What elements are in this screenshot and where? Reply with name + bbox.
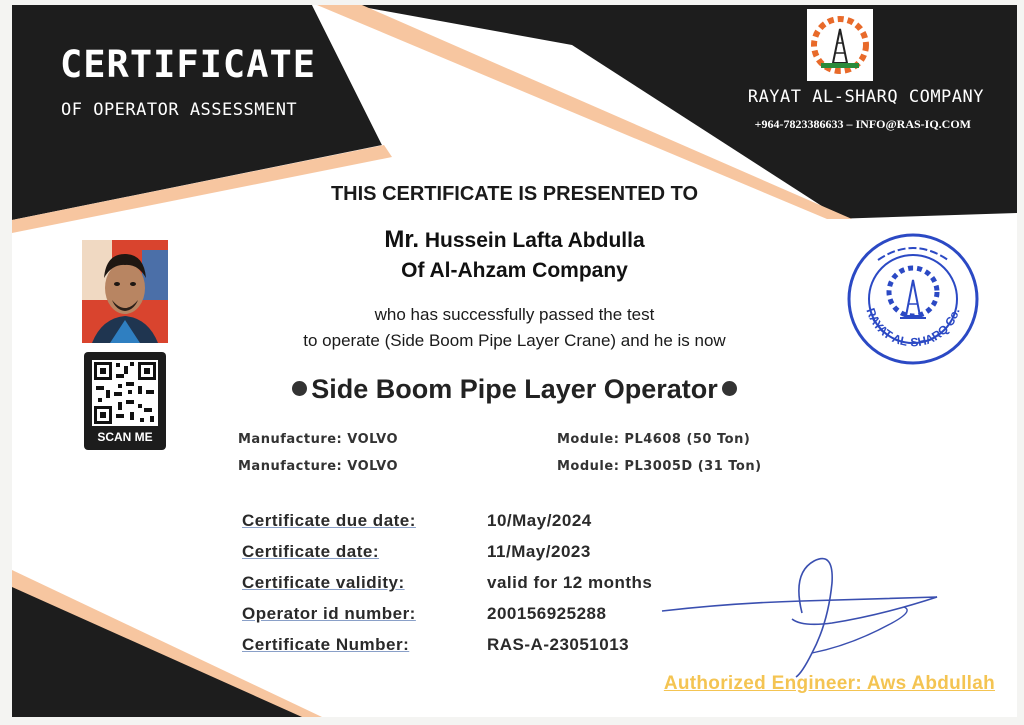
certificate-number-label: Certificate Number: (242, 635, 410, 654)
certificate-number-value: RAS-A-23051013 (487, 635, 630, 654)
presented-to-heading: THIS CERTIFICATE IS PRESENTED TO (330, 183, 699, 205)
bullet-left-icon (292, 381, 307, 396)
certificate-title: CERTIFICATE (60, 43, 317, 86)
description-line-1: who has successfully passed the test (374, 305, 655, 324)
description-line-2: to operate (Side Boom Pipe Layer Crane) and he is now (303, 331, 726, 350)
recipient-full-name: Hussein Lafta Abdulla (424, 229, 645, 252)
operator-photo (82, 240, 168, 343)
engineer-signature (652, 553, 952, 683)
certificate-date-label: Certificate date: (242, 542, 379, 561)
svg-text:RAYAT AL-SHARQ Co. (863, 306, 962, 349)
validity-value: valid for 12 months (487, 573, 653, 592)
validity-label: Certificate validity: (242, 573, 405, 592)
recipient-honorific: Mr. (384, 226, 420, 253)
manufacture-1: Manufacture: VOLVO (238, 432, 399, 447)
certificate-subtitle: OF OPERATOR ASSESSMENT (61, 100, 298, 120)
company-stamp (844, 230, 982, 368)
authorized-engineer: Authorized Engineer: Aws Abdullah (663, 673, 995, 694)
operator-id-value: 200156925288 (487, 604, 607, 623)
module-2: Module: PL3005D (31 Ton) (557, 459, 762, 474)
qr-code-badge[interactable] (84, 352, 166, 450)
recipient-company: Of Al-Ahzam Company (401, 259, 628, 282)
due-date-label: Certificate due date: (242, 511, 416, 530)
operator-role-text: Side Boom Pipe Layer Operator (311, 374, 718, 404)
company-contact: +964-7823386633 – INFO@RAS-IQ.COM (754, 117, 971, 131)
operator-id-label: Operator id number: (242, 604, 416, 623)
manufacture-2: Manufacture: VOLVO (238, 459, 399, 474)
company-name: RAYAT AL-SHARQ COMPANY (747, 87, 984, 107)
certificate-date-value: 11/May/2023 (487, 542, 591, 561)
qr-code-icon (92, 360, 158, 426)
module-1: Module: PL4608 (50 Ton) (557, 432, 751, 447)
scan-me-label: SCAN ME (97, 430, 153, 444)
company-logo (807, 9, 873, 81)
bullet-right-icon (722, 381, 737, 396)
certificate-page (12, 5, 1017, 717)
stamp-text: RAYAT AL-SHARQ Co. (863, 306, 963, 350)
due-date-value: 10/May/2024 (487, 511, 592, 530)
